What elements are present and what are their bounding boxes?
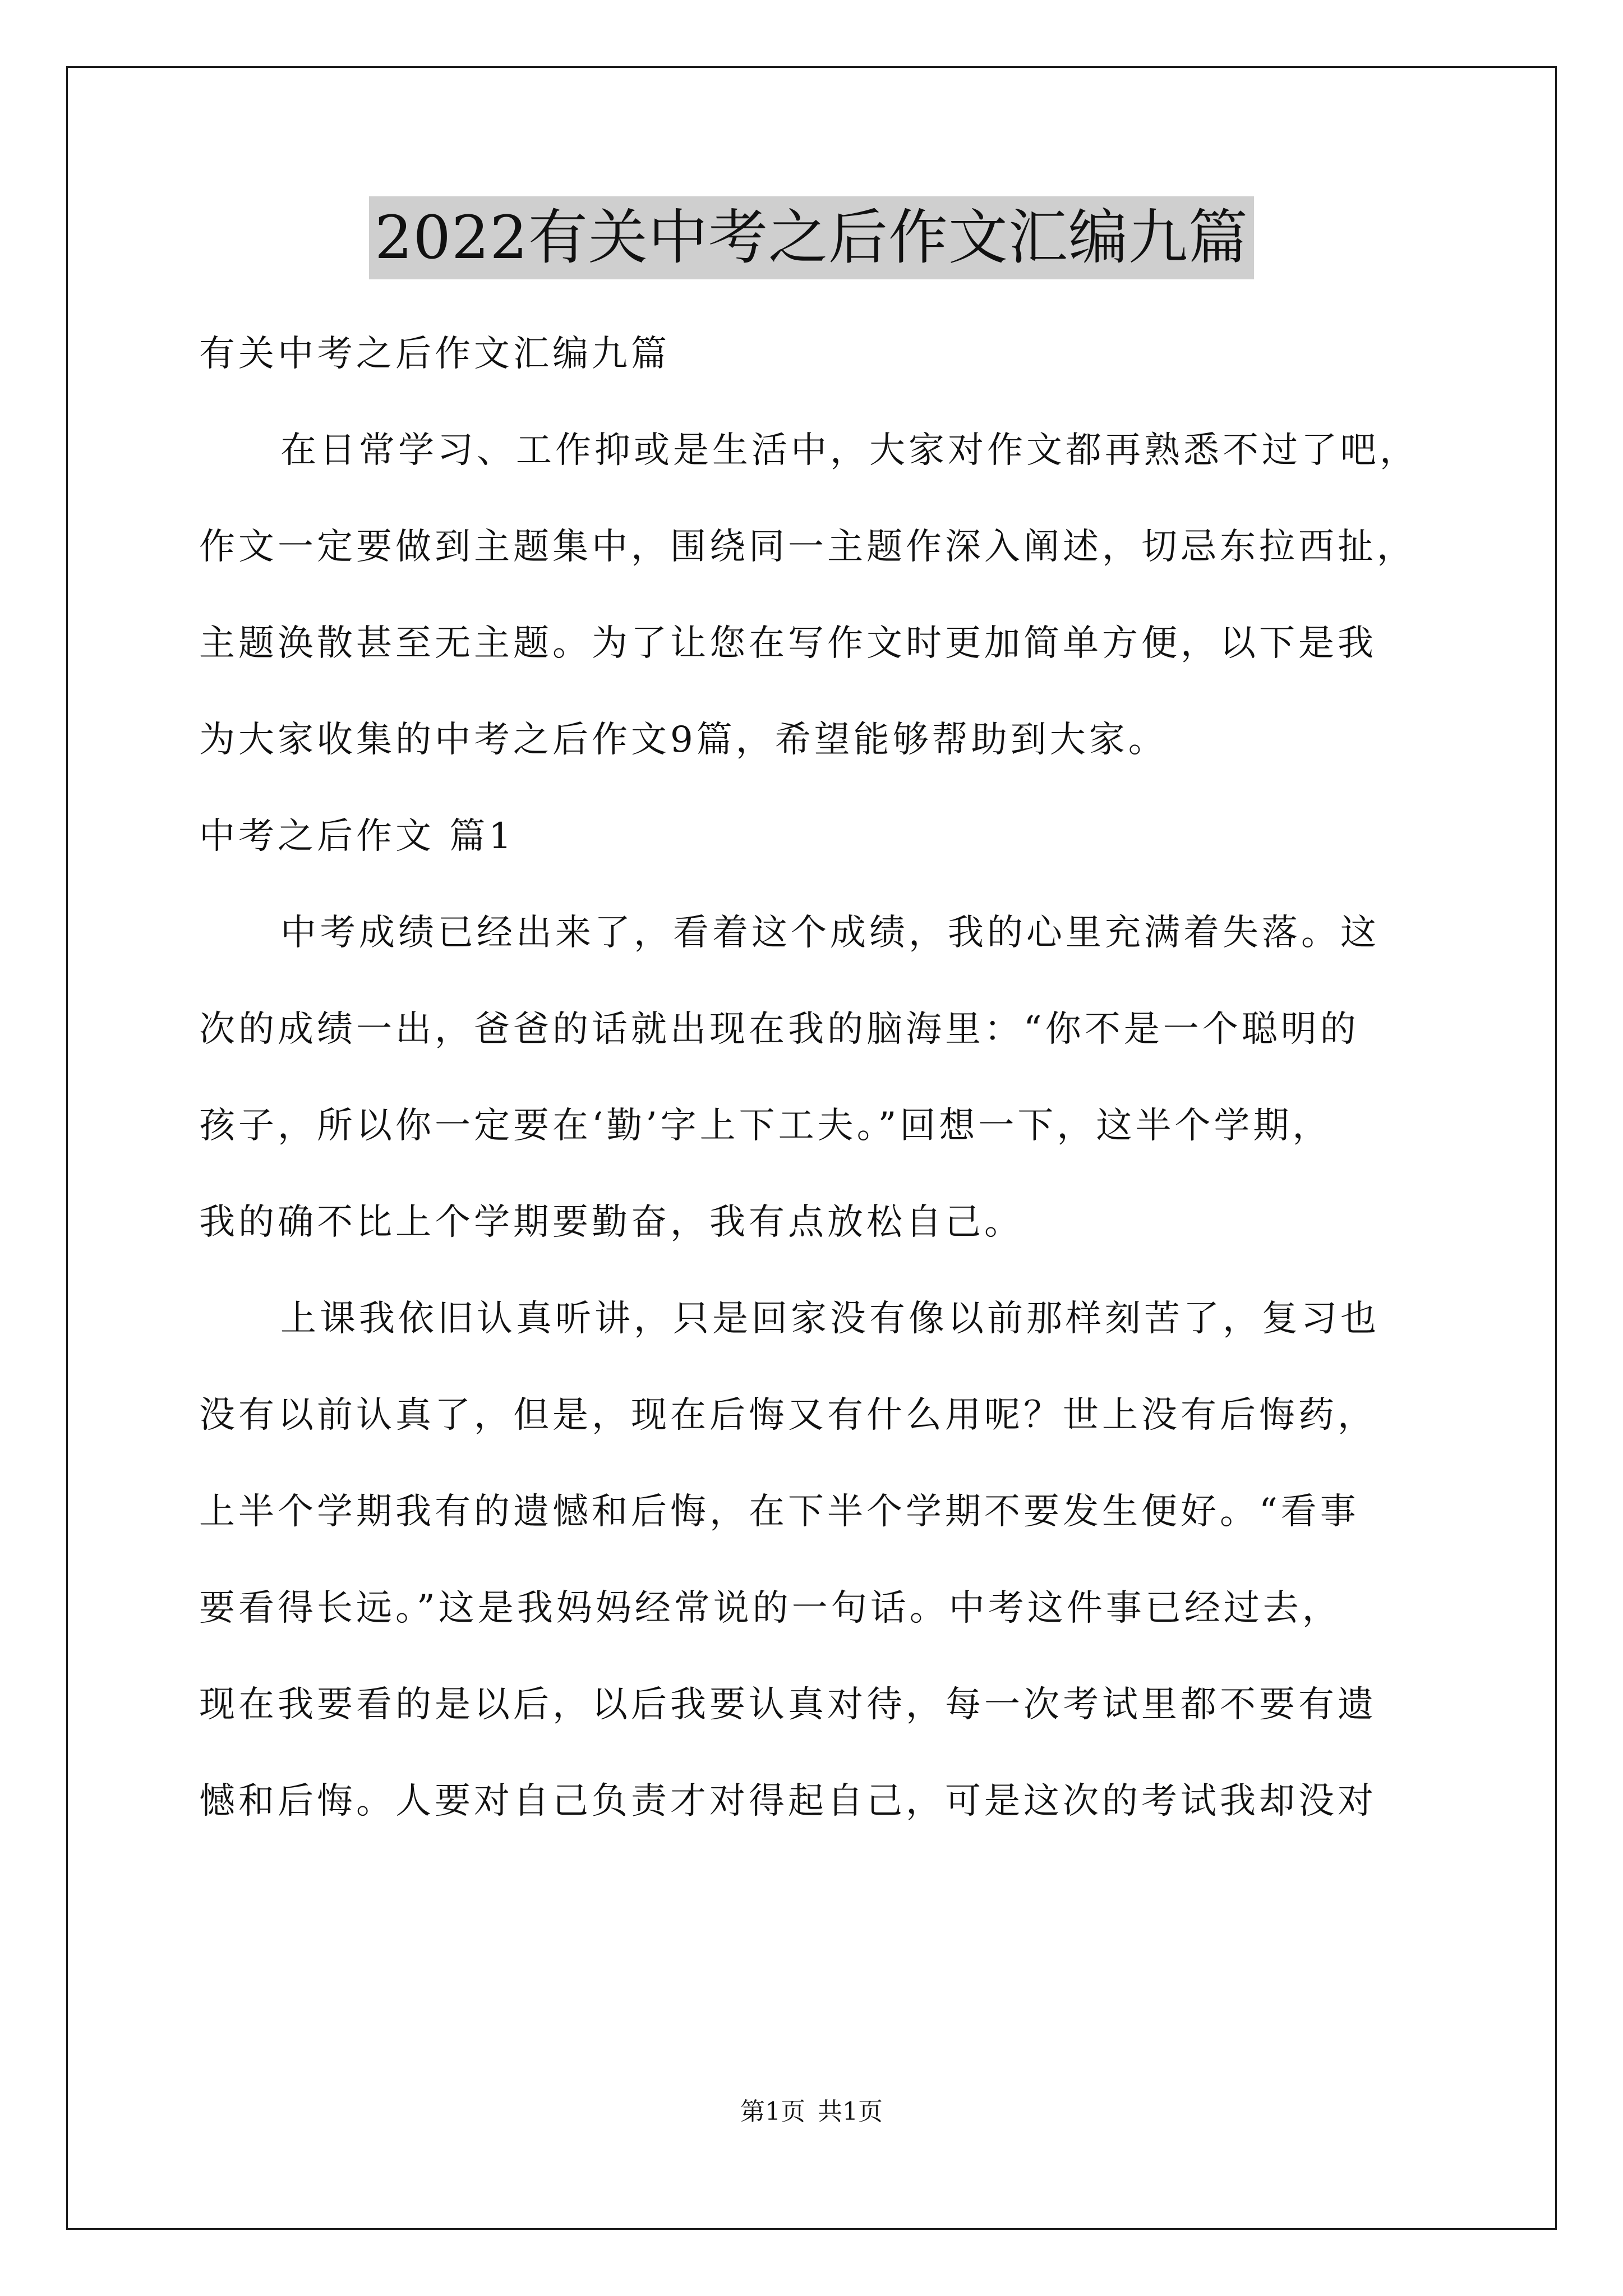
text-line: 为大家收集的中考之后作文9篇，希望能够帮助到大家。 (199, 719, 1168, 761)
text-line: 主题涣散甚至无主题。为了让您在写作文时更加简单方便，以下是我 (199, 623, 1377, 664)
title-container (0, 196, 1623, 279)
text-line: 上课我依旧认真听讲，只是回家没有像以前那样刻苦了，复习也 (280, 1298, 1380, 1340)
text-line: 作文一定要做到主题集中，围绕同一主题作深入阐述，切忌东拉西扯， (199, 526, 1416, 568)
text-line: 次的成绩一出，爸爸的话就出现在我的脑海里：“你不是一个聪明的 (199, 1009, 1359, 1050)
page-footer (0, 2095, 1623, 2129)
text-line: 中考成绩已经出来了，看着这个成绩，我的心里充满着失落。这 (280, 912, 1380, 954)
text-line: 我的确不比上个学期要勤奋，我有点放松自己。 (199, 1202, 1023, 1243)
text-line: 现在我要看的是以后，以后我要认真对待，每一次考试里都不要有遗 (199, 1684, 1377, 1726)
text-line: 有关中考之后作文汇编九篇 (199, 333, 670, 375)
text-line: 中考之后作文 篇1 (199, 816, 515, 857)
text-line: 上半个学期我有的遗憾和后悔，在下半个学期不要发生便好。“看事 (199, 1491, 1359, 1533)
document-title: 2022有关中考之后作文汇编九篇 (369, 196, 1254, 279)
text-line: 孩子，所以你一定要在‘勤’字上下工夫。”回想一下，这半个学期， (199, 1105, 1332, 1147)
page-total: 共1页 (818, 2097, 883, 2126)
text-line: 要看得长远。”这是我妈妈经常说的一句话。中考这件事已经过去， (199, 1588, 1341, 1629)
text-line: 憾和后悔。人要对自己负责才对得起自己，可是这次的考试我却没对 (199, 1780, 1377, 1822)
text-line: 在日常学习、工作抑或是生活中，大家对作文都再熟悉不过了吧， (280, 430, 1419, 471)
text-line: 没有以前认真了，但是，现在后悔又有什么用呢？世上没有后悔药， (199, 1395, 1377, 1436)
page-number: 第1页 (740, 2097, 805, 2126)
document-body (199, 306, 1467, 1849)
